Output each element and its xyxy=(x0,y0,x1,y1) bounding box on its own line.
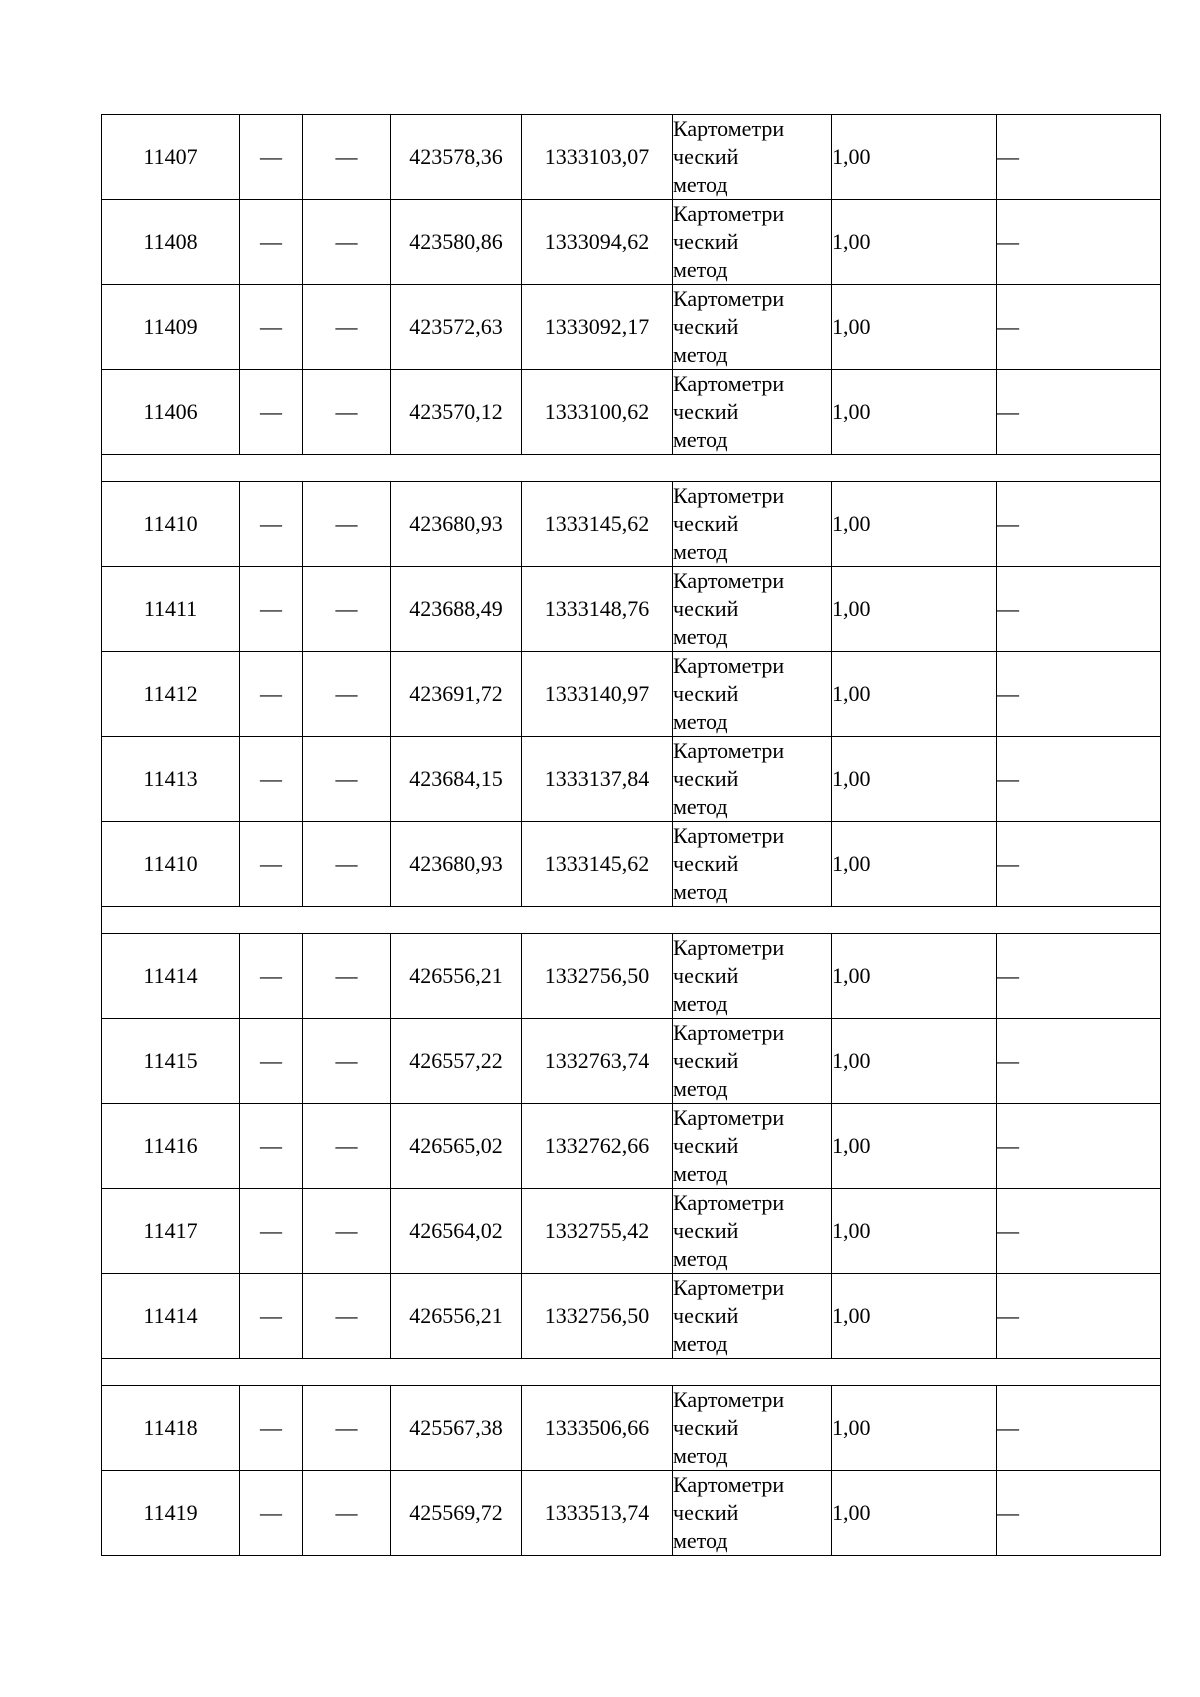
method-cell: Картометри ческий метод xyxy=(673,1471,832,1556)
dash-cell: — xyxy=(997,1471,1161,1556)
separator-row xyxy=(102,907,1161,934)
point-number-cell: 11418 xyxy=(102,1386,240,1471)
document-page xyxy=(101,114,1160,1556)
table-row xyxy=(102,567,1161,652)
dash-cell: — xyxy=(240,737,303,822)
table-row xyxy=(102,115,1161,200)
dash-cell: — xyxy=(997,652,1161,737)
y-coordinate-cell: 1333148,76 xyxy=(522,567,673,652)
x-coordinate-cell: 423572,63 xyxy=(391,285,522,370)
dash-cell: — xyxy=(303,822,391,907)
method-cell: Картометри ческий метод xyxy=(673,1019,832,1104)
table-row xyxy=(102,482,1161,567)
x-coordinate-cell: 423680,93 xyxy=(391,822,522,907)
dash-cell: — xyxy=(997,934,1161,1019)
y-coordinate-cell: 1333506,66 xyxy=(522,1386,673,1471)
accuracy-cell: 1,00 xyxy=(832,822,997,907)
method-cell: Картометри ческий метод xyxy=(673,370,832,455)
table-row xyxy=(102,200,1161,285)
method-cell: Картометри ческий метод xyxy=(673,1274,832,1359)
dash-cell: — xyxy=(240,934,303,1019)
method-cell: Картометри ческий метод xyxy=(673,115,832,200)
table-row xyxy=(102,822,1161,907)
dash-cell: — xyxy=(303,934,391,1019)
dash-cell: — xyxy=(240,567,303,652)
point-number-cell: 11411 xyxy=(102,567,240,652)
method-cell: Картометри ческий метод xyxy=(673,285,832,370)
accuracy-cell: 1,00 xyxy=(832,482,997,567)
table-row xyxy=(102,1471,1161,1556)
y-coordinate-cell: 1333513,74 xyxy=(522,1471,673,1556)
dash-cell: — xyxy=(240,1471,303,1556)
point-number-cell: 11414 xyxy=(102,1274,240,1359)
y-coordinate-cell: 1333145,62 xyxy=(522,822,673,907)
method-cell: Картометри ческий метод xyxy=(673,200,832,285)
separator-cell xyxy=(102,1359,1161,1386)
point-number-cell: 11419 xyxy=(102,1471,240,1556)
dash-cell: — xyxy=(997,285,1161,370)
dash-cell: — xyxy=(997,822,1161,907)
dash-cell: — xyxy=(997,370,1161,455)
point-number-cell: 11410 xyxy=(102,822,240,907)
dash-cell: — xyxy=(303,1471,391,1556)
dash-cell: — xyxy=(240,1386,303,1471)
dash-cell: — xyxy=(240,1274,303,1359)
dash-cell: — xyxy=(240,1189,303,1274)
dash-cell: — xyxy=(997,115,1161,200)
dash-cell: — xyxy=(303,482,391,567)
method-cell: Картометри ческий метод xyxy=(673,822,832,907)
dash-cell: — xyxy=(997,482,1161,567)
dash-cell: — xyxy=(303,737,391,822)
y-coordinate-cell: 1333140,97 xyxy=(522,652,673,737)
dash-cell: — xyxy=(303,1019,391,1104)
separator-cell xyxy=(102,455,1161,482)
y-coordinate-cell: 1333103,07 xyxy=(522,115,673,200)
x-coordinate-cell: 423580,86 xyxy=(391,200,522,285)
dash-cell: — xyxy=(303,1274,391,1359)
dash-cell: — xyxy=(303,1104,391,1189)
dash-cell: — xyxy=(997,737,1161,822)
dash-cell: — xyxy=(240,370,303,455)
accuracy-cell: 1,00 xyxy=(832,1104,997,1189)
accuracy-cell: 1,00 xyxy=(832,370,997,455)
table-row xyxy=(102,1104,1161,1189)
dash-cell: — xyxy=(303,1386,391,1471)
y-coordinate-cell: 1332763,74 xyxy=(522,1019,673,1104)
coordinates-table xyxy=(101,114,1161,1556)
table-row xyxy=(102,370,1161,455)
point-number-cell: 11415 xyxy=(102,1019,240,1104)
dash-cell: — xyxy=(997,1274,1161,1359)
dash-cell: — xyxy=(303,285,391,370)
dash-cell: — xyxy=(303,200,391,285)
x-coordinate-cell: 423684,15 xyxy=(391,737,522,822)
dash-cell: — xyxy=(240,1104,303,1189)
dash-cell: — xyxy=(303,652,391,737)
accuracy-cell: 1,00 xyxy=(832,737,997,822)
accuracy-cell: 1,00 xyxy=(832,934,997,1019)
dash-cell: — xyxy=(303,115,391,200)
dash-cell: — xyxy=(997,200,1161,285)
y-coordinate-cell: 1332762,66 xyxy=(522,1104,673,1189)
dash-cell: — xyxy=(997,567,1161,652)
method-cell: Картометри ческий метод xyxy=(673,737,832,822)
method-cell: Картометри ческий метод xyxy=(673,934,832,1019)
point-number-cell: 11416 xyxy=(102,1104,240,1189)
point-number-cell: 11410 xyxy=(102,482,240,567)
y-coordinate-cell: 1332756,50 xyxy=(522,1274,673,1359)
table-row xyxy=(102,1274,1161,1359)
dash-cell: — xyxy=(240,482,303,567)
dash-cell: — xyxy=(303,567,391,652)
accuracy-cell: 1,00 xyxy=(832,567,997,652)
dash-cell: — xyxy=(303,1189,391,1274)
point-number-cell: 11417 xyxy=(102,1189,240,1274)
table-row xyxy=(102,1386,1161,1471)
table-row xyxy=(102,737,1161,822)
dash-cell: — xyxy=(997,1189,1161,1274)
method-cell: Картометри ческий метод xyxy=(673,567,832,652)
y-coordinate-cell: 1332756,50 xyxy=(522,934,673,1019)
table-row xyxy=(102,652,1161,737)
accuracy-cell: 1,00 xyxy=(832,1019,997,1104)
dash-cell: — xyxy=(303,370,391,455)
dash-cell: — xyxy=(997,1019,1161,1104)
accuracy-cell: 1,00 xyxy=(832,200,997,285)
y-coordinate-cell: 1333100,62 xyxy=(522,370,673,455)
x-coordinate-cell: 423691,72 xyxy=(391,652,522,737)
point-number-cell: 11414 xyxy=(102,934,240,1019)
x-coordinate-cell: 425569,72 xyxy=(391,1471,522,1556)
dash-cell: — xyxy=(997,1386,1161,1471)
y-coordinate-cell: 1332755,42 xyxy=(522,1189,673,1274)
point-number-cell: 11406 xyxy=(102,370,240,455)
separator-row xyxy=(102,455,1161,482)
table-body xyxy=(102,115,1161,1556)
method-cell: Картометри ческий метод xyxy=(673,1386,832,1471)
table-row xyxy=(102,285,1161,370)
y-coordinate-cell: 1333092,17 xyxy=(522,285,673,370)
method-cell: Картометри ческий метод xyxy=(673,652,832,737)
dash-cell: — xyxy=(240,285,303,370)
y-coordinate-cell: 1333145,62 xyxy=(522,482,673,567)
accuracy-cell: 1,00 xyxy=(832,1274,997,1359)
method-cell: Картометри ческий метод xyxy=(673,1189,832,1274)
point-number-cell: 11413 xyxy=(102,737,240,822)
x-coordinate-cell: 426556,21 xyxy=(391,1274,522,1359)
table-row xyxy=(102,934,1161,1019)
x-coordinate-cell: 423688,49 xyxy=(391,567,522,652)
point-number-cell: 11412 xyxy=(102,652,240,737)
point-number-cell: 11408 xyxy=(102,200,240,285)
accuracy-cell: 1,00 xyxy=(832,1189,997,1274)
x-coordinate-cell: 426556,21 xyxy=(391,934,522,1019)
x-coordinate-cell: 425567,38 xyxy=(391,1386,522,1471)
point-number-cell: 11409 xyxy=(102,285,240,370)
x-coordinate-cell: 426565,02 xyxy=(391,1104,522,1189)
method-cell: Картометри ческий метод xyxy=(673,1104,832,1189)
accuracy-cell: 1,00 xyxy=(832,1386,997,1471)
x-coordinate-cell: 423570,12 xyxy=(391,370,522,455)
point-number-cell: 11407 xyxy=(102,115,240,200)
x-coordinate-cell: 423680,93 xyxy=(391,482,522,567)
dash-cell: — xyxy=(240,822,303,907)
y-coordinate-cell: 1333137,84 xyxy=(522,737,673,822)
x-coordinate-cell: 423578,36 xyxy=(391,115,522,200)
dash-cell: — xyxy=(240,1019,303,1104)
accuracy-cell: 1,00 xyxy=(832,115,997,200)
dash-cell: — xyxy=(240,200,303,285)
table-row xyxy=(102,1189,1161,1274)
method-cell: Картометри ческий метод xyxy=(673,482,832,567)
separator-row xyxy=(102,1359,1161,1386)
x-coordinate-cell: 426564,02 xyxy=(391,1189,522,1274)
table-row xyxy=(102,1019,1161,1104)
x-coordinate-cell: 426557,22 xyxy=(391,1019,522,1104)
accuracy-cell: 1,00 xyxy=(832,652,997,737)
accuracy-cell: 1,00 xyxy=(832,1471,997,1556)
y-coordinate-cell: 1333094,62 xyxy=(522,200,673,285)
separator-cell xyxy=(102,907,1161,934)
accuracy-cell: 1,00 xyxy=(832,285,997,370)
dash-cell: — xyxy=(240,115,303,200)
dash-cell: — xyxy=(240,652,303,737)
dash-cell: — xyxy=(997,1104,1161,1189)
